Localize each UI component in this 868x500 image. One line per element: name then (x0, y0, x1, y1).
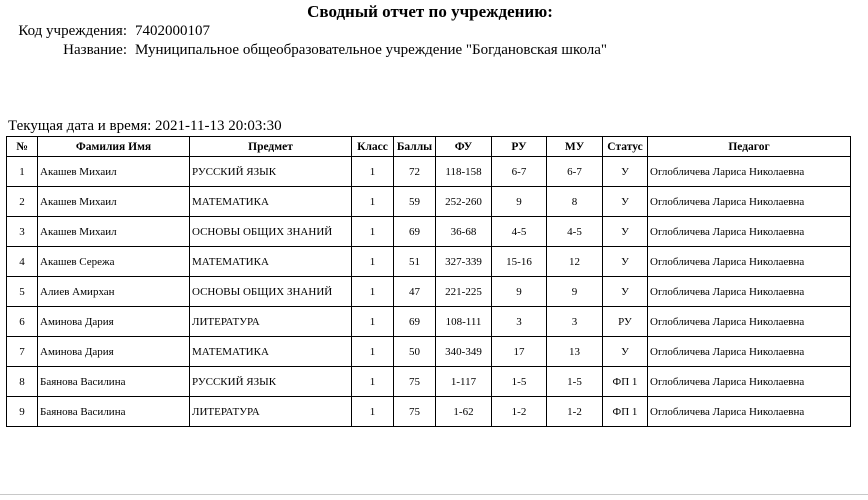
header-subject: Предмет (190, 137, 352, 157)
row-number-cell: 8 (7, 367, 38, 397)
student-name-cell: Акашев Михаил (38, 187, 190, 217)
status-cell: У (603, 277, 648, 307)
grade-cell: 1 (352, 187, 394, 217)
row-number-cell: 9 (7, 397, 38, 427)
score-cell: 47 (394, 277, 436, 307)
ru-range-cell: 1-2 (492, 397, 547, 427)
table-header-row (7, 137, 851, 157)
teacher-cell: Оглобличева Лариса Николаевна (648, 397, 851, 427)
mu-range-cell: 1-5 (547, 367, 603, 397)
fu-range-cell: 108-111 (436, 307, 492, 337)
header-number: № (7, 137, 38, 157)
subject-cell: ОСНОВЫ ОБЩИХ ЗНАНИЙ (190, 277, 352, 307)
status-cell: У (603, 247, 648, 277)
institution-name-value: Муниципальное общеобразовательное учреждение "Богдановская школа" (135, 42, 608, 58)
grade-cell: 1 (352, 367, 394, 397)
header-status: Статус (603, 137, 648, 157)
row-number-cell: 5 (7, 277, 38, 307)
subject-cell: МАТЕМАТИКА (190, 247, 352, 277)
fu-range-cell: 36-68 (436, 217, 492, 247)
institution-code-row (0, 23, 210, 40)
ru-range-cell: 4-5 (492, 217, 547, 247)
grade-cell: 1 (352, 277, 394, 307)
subject-cell: РУССКИЙ ЯЗЫК (190, 157, 352, 187)
mu-range-cell: 12 (547, 247, 603, 277)
institution-name-label: Название: (63, 42, 127, 58)
student-name-cell: Акашев Михаил (38, 217, 190, 247)
page-bottom-divider (0, 494, 868, 495)
status-cell: У (603, 157, 648, 187)
status-cell: РУ (603, 307, 648, 337)
header-score: Баллы (394, 137, 436, 157)
report-title: Сводный отчет по учреждению: (307, 2, 553, 21)
student-name-cell: Аминова Дария (38, 307, 190, 337)
student-name-cell: Акашев Сережа (38, 247, 190, 277)
table-row (7, 157, 851, 187)
row-number-cell: 7 (7, 337, 38, 367)
table-row (7, 367, 851, 397)
subject-cell: МАТЕМАТИКА (190, 187, 352, 217)
student-name-cell: Акашев Михаил (38, 157, 190, 187)
subject-cell: ОСНОВЫ ОБЩИХ ЗНАНИЙ (190, 217, 352, 247)
grade-cell: 1 (352, 337, 394, 367)
subject-cell: ЛИТЕРАТУРА (190, 307, 352, 337)
mu-range-cell: 4-5 (547, 217, 603, 247)
table-row (7, 187, 851, 217)
teacher-cell: Оглобличева Лариса Николаевна (648, 247, 851, 277)
fu-range-cell: 1-62 (436, 397, 492, 427)
student-name-cell: Аминова Дария (38, 337, 190, 367)
header-mu: МУ (547, 137, 603, 157)
teacher-cell: Оглобличева Лариса Николаевна (648, 337, 851, 367)
header-grade: Класс (352, 137, 394, 157)
report-table (6, 136, 851, 427)
score-cell: 75 (394, 397, 436, 427)
subject-cell: МАТЕМАТИКА (190, 337, 352, 367)
status-cell: У (603, 337, 648, 367)
grade-cell: 1 (352, 397, 394, 427)
mu-range-cell: 8 (547, 187, 603, 217)
fu-range-cell: 1-117 (436, 367, 492, 397)
header-student-name: Фамилия Имя (38, 137, 190, 157)
score-cell: 50 (394, 337, 436, 367)
table-row (7, 397, 851, 427)
grade-cell: 1 (352, 217, 394, 247)
ru-range-cell: 6-7 (492, 157, 547, 187)
score-cell: 51 (394, 247, 436, 277)
score-cell: 69 (394, 307, 436, 337)
grade-cell: 1 (352, 157, 394, 187)
institution-code-value: 7402000107 (135, 23, 210, 39)
mu-range-cell: 6-7 (547, 157, 603, 187)
institution-code-label: Код учреждения: (18, 23, 127, 39)
teacher-cell: Оглобличева Лариса Николаевна (648, 217, 851, 247)
table-row (7, 217, 851, 247)
student-name-cell: Алиев Амирхан (38, 277, 190, 307)
institution-name-row (0, 42, 607, 59)
subject-cell: РУССКИЙ ЯЗЫК (190, 367, 352, 397)
grade-cell: 1 (352, 247, 394, 277)
table-row (7, 337, 851, 367)
header-fu: ФУ (436, 137, 492, 157)
teacher-cell: Оглобличева Лариса Николаевна (648, 157, 851, 187)
table-row (7, 247, 851, 277)
ru-range-cell: 17 (492, 337, 547, 367)
teacher-cell: Оглобличева Лариса Николаевна (648, 367, 851, 397)
student-name-cell: Баянова Василина (38, 367, 190, 397)
fu-range-cell: 252-260 (436, 187, 492, 217)
ru-range-cell: 9 (492, 277, 547, 307)
teacher-cell: Оглобличева Лариса Николаевна (648, 187, 851, 217)
status-cell: У (603, 187, 648, 217)
ru-range-cell: 1-5 (492, 367, 547, 397)
mu-range-cell: 3 (547, 307, 603, 337)
score-cell: 59 (394, 187, 436, 217)
mu-range-cell: 1-2 (547, 397, 603, 427)
row-number-cell: 4 (7, 247, 38, 277)
row-number-cell: 6 (7, 307, 38, 337)
grade-cell: 1 (352, 307, 394, 337)
fu-range-cell: 221-225 (436, 277, 492, 307)
score-cell: 69 (394, 217, 436, 247)
subject-cell: ЛИТЕРАТУРА (190, 397, 352, 427)
fu-range-cell: 340-349 (436, 337, 492, 367)
status-cell: У (603, 217, 648, 247)
teacher-cell: Оглобличева Лариса Николаевна (648, 277, 851, 307)
score-cell: 75 (394, 367, 436, 397)
mu-range-cell: 13 (547, 337, 603, 367)
header-ru: РУ (492, 137, 547, 157)
status-cell: ФП 1 (603, 397, 648, 427)
table-row (7, 307, 851, 337)
score-cell: 72 (394, 157, 436, 187)
ru-range-cell: 15-16 (492, 247, 547, 277)
table-row (7, 277, 851, 307)
fu-range-cell: 327-339 (436, 247, 492, 277)
row-number-cell: 3 (7, 217, 38, 247)
ru-range-cell: 3 (492, 307, 547, 337)
current-datetime: Текущая дата и время: 2021-11-13 20:03:30 (8, 118, 282, 134)
header-teacher: Педагог (648, 137, 851, 157)
status-cell: ФП 1 (603, 367, 648, 397)
row-number-cell: 2 (7, 187, 38, 217)
fu-range-cell: 118-158 (436, 157, 492, 187)
row-number-cell: 1 (7, 157, 38, 187)
teacher-cell: Оглобличева Лариса Николаевна (648, 307, 851, 337)
mu-range-cell: 9 (547, 277, 603, 307)
student-name-cell: Баянова Василина (38, 397, 190, 427)
ru-range-cell: 9 (492, 187, 547, 217)
table-body (7, 157, 851, 427)
